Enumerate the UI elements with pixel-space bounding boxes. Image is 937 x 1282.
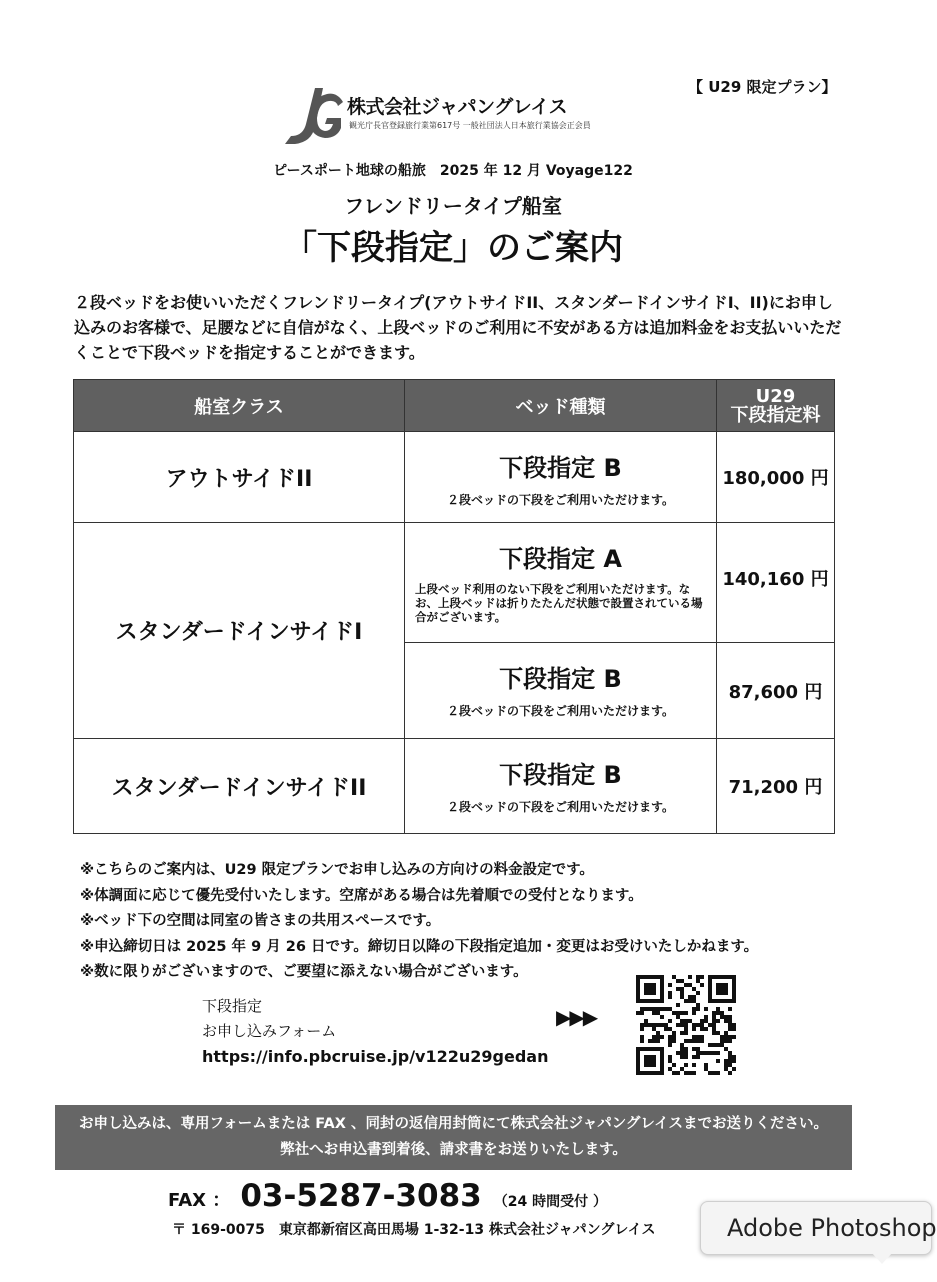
company-logo bbox=[285, 86, 615, 148]
form-label-2: お申し込みフォーム bbox=[202, 1022, 337, 1040]
bed-type: 下段指定 B bbox=[499, 665, 622, 693]
header-fee: 下段指定料 bbox=[730, 404, 821, 426]
note-item: ※申込締切日は 2025 年 9 月 26 日です。締切日以降の下段指定追加・変更はお受けいたしかねます。 bbox=[80, 938, 759, 955]
fax-line bbox=[168, 1178, 607, 1214]
fee-price: 71,200 円 bbox=[717, 739, 835, 834]
fee-price: 140,160 円 bbox=[717, 523, 835, 643]
fee-price: 180,000 円 bbox=[717, 432, 835, 523]
note-item: ※こちらのご案内は、U29 限定プランでお申し込みの方向けの料金設定です。 bbox=[80, 862, 594, 878]
cabin-class: アウトサイドII bbox=[74, 432, 405, 523]
table-row bbox=[74, 432, 835, 523]
form-info bbox=[202, 994, 548, 1069]
plan-tag: 【 U29 限定プラン】 bbox=[688, 78, 837, 96]
jg-logo-mark bbox=[285, 86, 347, 148]
qr-code[interactable] bbox=[636, 975, 736, 1075]
note-item: ※ベッド下の空間は同室の皆さまの共用スペースです。 bbox=[80, 913, 441, 929]
bed-type: 下段指定 B bbox=[499, 454, 622, 482]
table-header-row bbox=[74, 380, 835, 432]
header-u29-fee bbox=[717, 380, 835, 432]
intro-paragraph: ２段ベッドをお使いいただくフレンドリータイプ(アウトサイドII、スタンダードインサイドI、II)にお申し込みのお客様で、足腰などに自信がなく、上段ベッドのご利用に不安がある方は追加料金をお支払いいただくことで下段ベッドを指定することができます。 bbox=[74, 293, 842, 362]
subtitle: フレンドリータイプ船室 bbox=[344, 194, 562, 218]
tooltip-tail bbox=[871, 1252, 893, 1264]
fee-price: 87,600 円 bbox=[717, 643, 835, 739]
table-row bbox=[74, 739, 835, 834]
form-label: 下段指定 bbox=[202, 997, 263, 1015]
cabin-class: スタンダードインサイドI bbox=[74, 523, 405, 739]
fee-table bbox=[73, 379, 835, 834]
note-item: ※体調面に応じて優先受付いたします。空席がある場合は先着順での受付となります。 bbox=[80, 887, 643, 904]
notes-list bbox=[80, 858, 758, 986]
bed-type: 下段指定 A bbox=[499, 545, 622, 573]
bed-type-cell bbox=[405, 643, 717, 739]
fax-hours: （24 時間受付 ） bbox=[493, 1194, 607, 1210]
bed-type: 下段指定 B bbox=[499, 761, 622, 789]
fax-label: FAX ： bbox=[168, 1190, 231, 1211]
cabin-class: スタンダードインサイドII bbox=[74, 739, 405, 834]
banner-line-2: 弊社へお申込書到着後、請求書をお送りいたします。 bbox=[280, 1142, 627, 1158]
tooltip-label: Adobe Photoshop bbox=[727, 1214, 937, 1242]
form-url-link[interactable]: https://info.pbcruise.jp/v122u29gedan bbox=[202, 1047, 549, 1066]
postal-address: 〒 169-0075 東京都新宿区高田馬場 1-32-13 株式会社ジャパングレイス bbox=[172, 1222, 656, 1238]
app-tooltip bbox=[700, 1201, 937, 1255]
voyage-line: ピースポート地球の船旅 2025 年 12 月 Voyage122 bbox=[273, 163, 633, 179]
header-class: 船室クラス bbox=[74, 380, 405, 432]
table-row bbox=[74, 523, 835, 643]
bed-note: ２段ベッドの下段をご利用いただけます。 bbox=[446, 493, 675, 507]
bed-type-cell bbox=[405, 432, 717, 523]
header-u29: U29 bbox=[755, 385, 796, 407]
bed-type-cell bbox=[405, 523, 717, 643]
bed-type-cell bbox=[405, 739, 717, 834]
banner-line-1: お申し込みは、専用フォームまたは FAX 、同封の返信用封筒にて株式会社ジャパングレイスまでお送りください。 bbox=[78, 1116, 829, 1132]
arrows-icon: ▶▶▶ bbox=[556, 1005, 597, 1029]
logo-company-name: 株式会社ジャパングレイス bbox=[347, 96, 568, 118]
bed-note: ２段ベッドの下段をご利用いただけます。 bbox=[446, 800, 675, 814]
fax-number: 03-5287-3083 bbox=[240, 1178, 482, 1214]
bed-note: 上段ベッド利用のない下段をご利用いただけます。なお、上段ベッドは折りたたんだ状態で設置されている場合がございます。 bbox=[415, 582, 703, 624]
page-title: 「下段指定」のご案内 bbox=[283, 228, 623, 268]
header-bed: ベッド種類 bbox=[405, 380, 717, 432]
logo-registration: 観光庁長官登録旅行業第617号 一般社団法人日本旅行業協会正会員 bbox=[349, 121, 591, 130]
bed-note: ２段ベッドの下段をご利用いただけます。 bbox=[446, 704, 675, 718]
note-item: ※数に限りがございますので、ご要望に添えない場合がございます。 bbox=[80, 964, 528, 980]
application-banner bbox=[55, 1105, 852, 1170]
